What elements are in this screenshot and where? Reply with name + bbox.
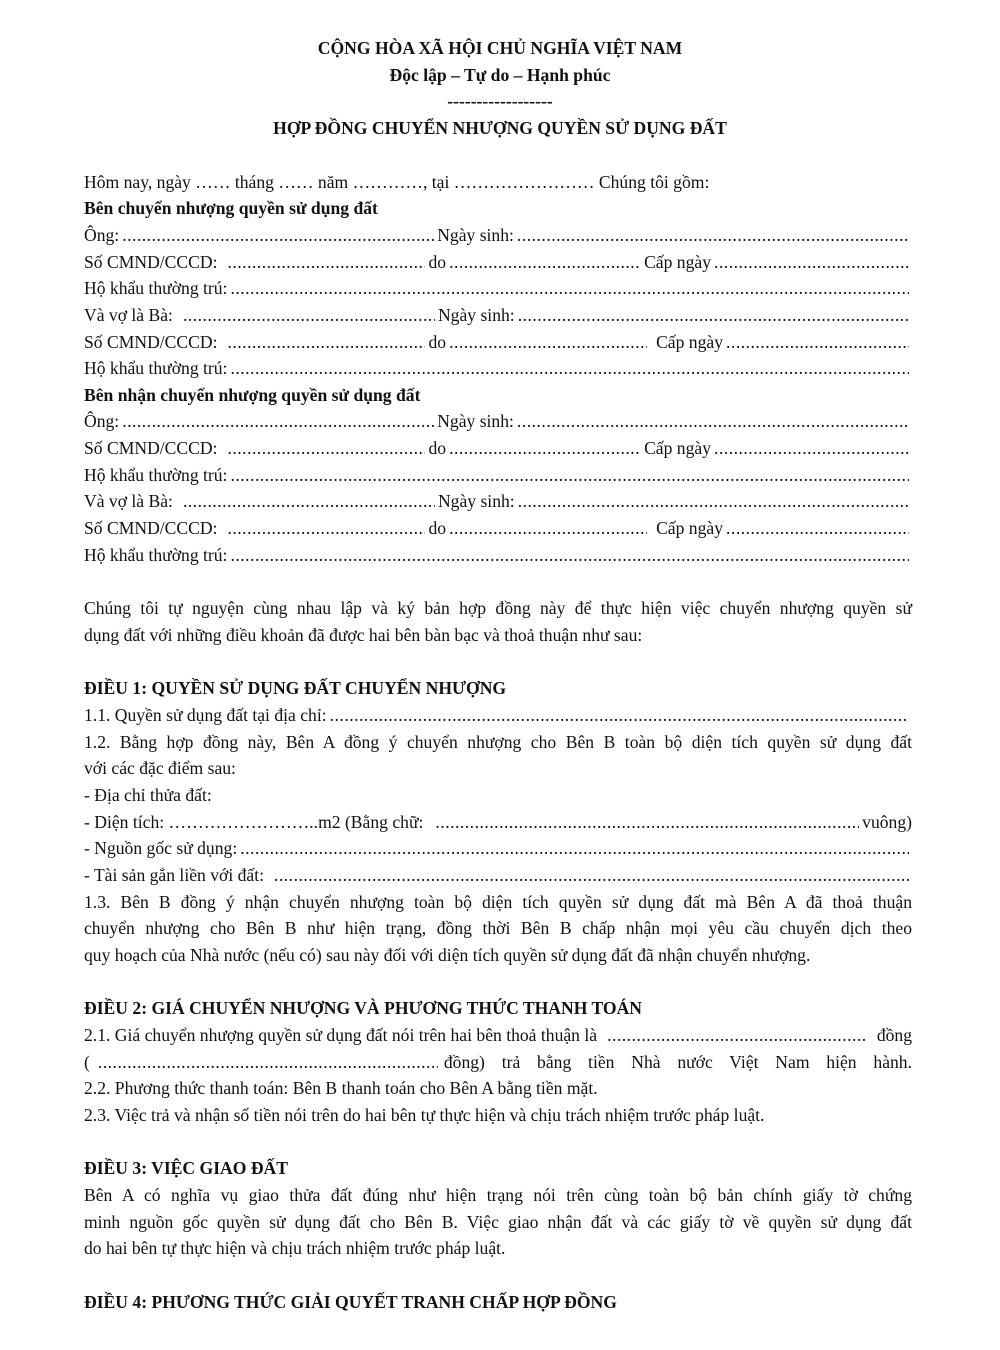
area-in-words-field[interactable] — [435, 810, 859, 834]
wife-name-field[interactable] — [183, 489, 435, 513]
husband-issued-by-field[interactable] — [449, 250, 641, 274]
residence-label: Hộ khẩu thường trú: — [84, 465, 228, 485]
article-2-heading: ĐIỀU 2: GIÁ CHUYỂN NHƯỢNG VÀ PHƯƠNG THỨC THANH TOÁN — [84, 998, 642, 1018]
agreement-line-1: Chúng tôi tự nguyện cùng nhau lập và ký bản hợp đồng này để thực hiện việc chuyển nhượng quyền sử — [84, 598, 912, 618]
wife-issue-date-field[interactable] — [726, 330, 909, 354]
husband-label: Ông: — [84, 225, 120, 245]
article-3-line-3: do hai bên tự thực hiện và chịu trách nhiệm trước pháp luật. — [84, 1238, 506, 1258]
article-3-line-1: Bên A có nghĩa vụ giao thửa đất đúng như hiện trạng nói trên cùng toàn bộ bản chính giấy tờ chứng — [84, 1185, 912, 1205]
wife-issued-by-field[interactable] — [449, 330, 647, 354]
party-b-wife-row — [84, 489, 912, 513]
husband-issued-by-field[interactable] — [449, 436, 641, 460]
party-a-wife-residence-row — [84, 356, 912, 380]
price-in-words-field[interactable] — [98, 1050, 438, 1074]
party-a-wife-row — [84, 303, 912, 327]
price-label: 2.1. Giá chuyển nhượng quyền sử dụng đất nói trên hai bên thoả thuận là — [84, 1025, 598, 1045]
wife-issued-by-field[interactable] — [449, 516, 647, 540]
party-b-husband-row — [84, 409, 912, 433]
article-3-heading: ĐIỀU 3: VIỆC GIAO ĐẤT — [84, 1158, 288, 1178]
wife-id-field[interactable] — [227, 330, 425, 354]
husband-dob-field[interactable] — [517, 223, 909, 247]
husband-label: Ông: — [84, 411, 120, 431]
wife-residence-field[interactable] — [230, 356, 909, 380]
party-b-wife-residence-row — [84, 543, 912, 567]
party-b-husband-residence-row — [84, 463, 912, 487]
husband-residence-field[interactable] — [230, 276, 909, 300]
residence-label: Hộ khẩu thường trú: — [84, 278, 228, 298]
husband-name-field[interactable] — [122, 223, 434, 247]
husband-id-field[interactable] — [227, 250, 425, 274]
residence-label: Hộ khẩu thường trú: — [84, 358, 228, 378]
origin-label: - Nguồn gốc sử dụng: — [84, 838, 238, 858]
origin-field[interactable] — [240, 836, 909, 860]
article-2-2: 2.2. Phương thức thanh toán: Bên B thanh toán cho Bên A bằng tiền mặt. — [84, 1078, 598, 1098]
price-words-open: ( — [84, 1052, 90, 1072]
dob-label: Ngày sinh: — [437, 491, 515, 511]
issued-by-label: do — [428, 252, 447, 272]
contract-title: HỢP ĐỒNG CHUYỂN NHƯỢNG QUYỀN SỬ DỤNG ĐẤT — [273, 118, 727, 138]
article-4-heading: ĐIỀU 4: PHƯƠNG THỨC GIẢI QUYẾT TRANH CHẤP HỢP ĐỒNG — [84, 1292, 617, 1312]
party-b-wife-id-row — [84, 516, 912, 540]
party-a-wife-id-row — [84, 330, 912, 354]
id-label: Số CMND/CCCD: — [84, 518, 218, 538]
article-1-2-line-1: 1.2. Bằng hợp đồng này, Bên A đồng ý chuyển nhượng cho Bên B toàn bộ diện tích quyền sử dụng đất — [84, 732, 912, 752]
header-separator: ------------------ — [447, 91, 553, 111]
wife-name-field[interactable] — [183, 303, 435, 327]
husband-dob-field[interactable] — [517, 409, 909, 433]
wife-label: Và vợ là Bà: — [84, 491, 173, 511]
article-1-3-line-3: quy hoạch của Nhà nước (nếu có) sau này đối với diện tích quyền sử dụng đất đã nhận chuyển nhượng. — [84, 945, 811, 965]
land-address-field[interactable] — [330, 703, 909, 727]
husband-residence-field[interactable] — [230, 463, 909, 487]
wife-dob-field[interactable] — [518, 303, 909, 327]
husband-issue-date-field[interactable] — [714, 250, 909, 274]
wife-issue-date-field[interactable] — [726, 516, 909, 540]
origin-row — [84, 836, 912, 860]
party-a-heading: Bên chuyển nhượng quyền sử dụng đất — [84, 198, 378, 218]
id-label: Số CMND/CCCD: — [84, 438, 218, 458]
area-label: - Diện tích: ……………………..m2 (Bằng chữ: — [84, 812, 424, 832]
price-currency: đồng — [876, 1025, 912, 1045]
dob-label: Ngày sinh: — [437, 411, 514, 431]
article-1-1-row — [84, 703, 912, 727]
issue-date-label: Cấp ngày — [656, 518, 724, 538]
issue-date-label: Cấp ngày — [644, 252, 712, 272]
wife-id-field[interactable] — [227, 516, 425, 540]
husband-name-field[interactable] — [122, 409, 434, 433]
assets-row — [84, 863, 912, 887]
dob-label: Ngày sinh: — [437, 225, 514, 245]
party-a-husband-row — [84, 223, 912, 247]
area-suffix: vuông) — [862, 812, 912, 832]
wife-label: Và vợ là Bà: — [84, 305, 173, 325]
wife-residence-field[interactable] — [230, 543, 909, 567]
article-1-2-line-2: với các đặc điểm sau: — [84, 758, 236, 778]
issued-by-label: do — [428, 332, 447, 352]
article-2-1-row — [84, 1023, 912, 1047]
assets-label: - Tài sản gắn liền với đất: — [84, 865, 264, 885]
article-1-heading: ĐIỀU 1: QUYỀN SỬ DỤNG ĐẤT CHUYỂN NHƯỢNG — [84, 678, 507, 698]
price-words-suffix: đồng) trả bằng tiền Nhà nước Việt Nam hiện hành. — [443, 1052, 912, 1072]
issued-by-label: do — [428, 518, 447, 538]
article-3-line-2: minh nguồn gốc quyền sử dụng đất cho Bên B. Việc giao nhận đất và các giấy tờ về quyền sử dụng đất — [84, 1212, 912, 1232]
area-row — [84, 810, 912, 834]
article-2-1b-row — [84, 1050, 912, 1074]
id-label: Số CMND/CCCD: — [84, 332, 218, 352]
land-address-label: 1.1. Quyền sử dụng đất tại địa chỉ: — [84, 705, 327, 725]
article-1-3-line-2: chuyển nhượng cho Bên B như hiện trạng, đồng thời Bên B chấp nhận mọi yêu cầu chuyển dịch theo — [84, 918, 912, 938]
husband-issue-date-field[interactable] — [714, 436, 909, 460]
wife-dob-field[interactable] — [518, 489, 909, 513]
issue-date-label: Cấp ngày — [656, 332, 724, 352]
plot-address-label: - Địa chỉ thửa đất: — [84, 785, 212, 805]
party-b-husband-id-row — [84, 436, 912, 460]
price-field[interactable] — [607, 1023, 865, 1047]
issue-date-label: Cấp ngày — [644, 438, 712, 458]
agreement-line-2: dụng đất với những điều khoản đã được hai bên bàn bạc và thoả thuận như sau: — [84, 625, 643, 645]
party-a-husband-residence-row — [84, 276, 912, 300]
nation-title: CỘNG HÒA XÃ HỘI CHỦ NGHĨA VIỆT NAM — [317, 38, 683, 58]
intro-line: Hôm nay, ngày …… tháng …… năm …………, tại …………………… Chúng tôi gồm: — [84, 172, 710, 192]
assets-field[interactable] — [274, 863, 909, 887]
id-label: Số CMND/CCCD: — [84, 252, 218, 272]
party-a-husband-id-row — [84, 250, 912, 274]
husband-id-field[interactable] — [227, 436, 425, 460]
article-2-3: 2.3. Việc trả và nhận số tiền nói trên do hai bên tự thực hiện và chịu trách nhiệm trước pháp luật. — [84, 1105, 765, 1125]
residence-label: Hộ khẩu thường trú: — [84, 545, 228, 565]
motto: Độc lập – Tự do – Hạnh phúc — [389, 65, 611, 85]
issued-by-label: do — [428, 438, 447, 458]
dob-label: Ngày sinh: — [437, 305, 515, 325]
article-1-3-line-1: 1.3. Bên B đồng ý nhận chuyển nhượng toàn bộ diện tích quyền sử dụng đất mà Bên A đã thoả thuận — [84, 892, 912, 912]
party-b-heading: Bên nhận chuyển nhượng quyền sử dụng đất — [84, 385, 421, 405]
